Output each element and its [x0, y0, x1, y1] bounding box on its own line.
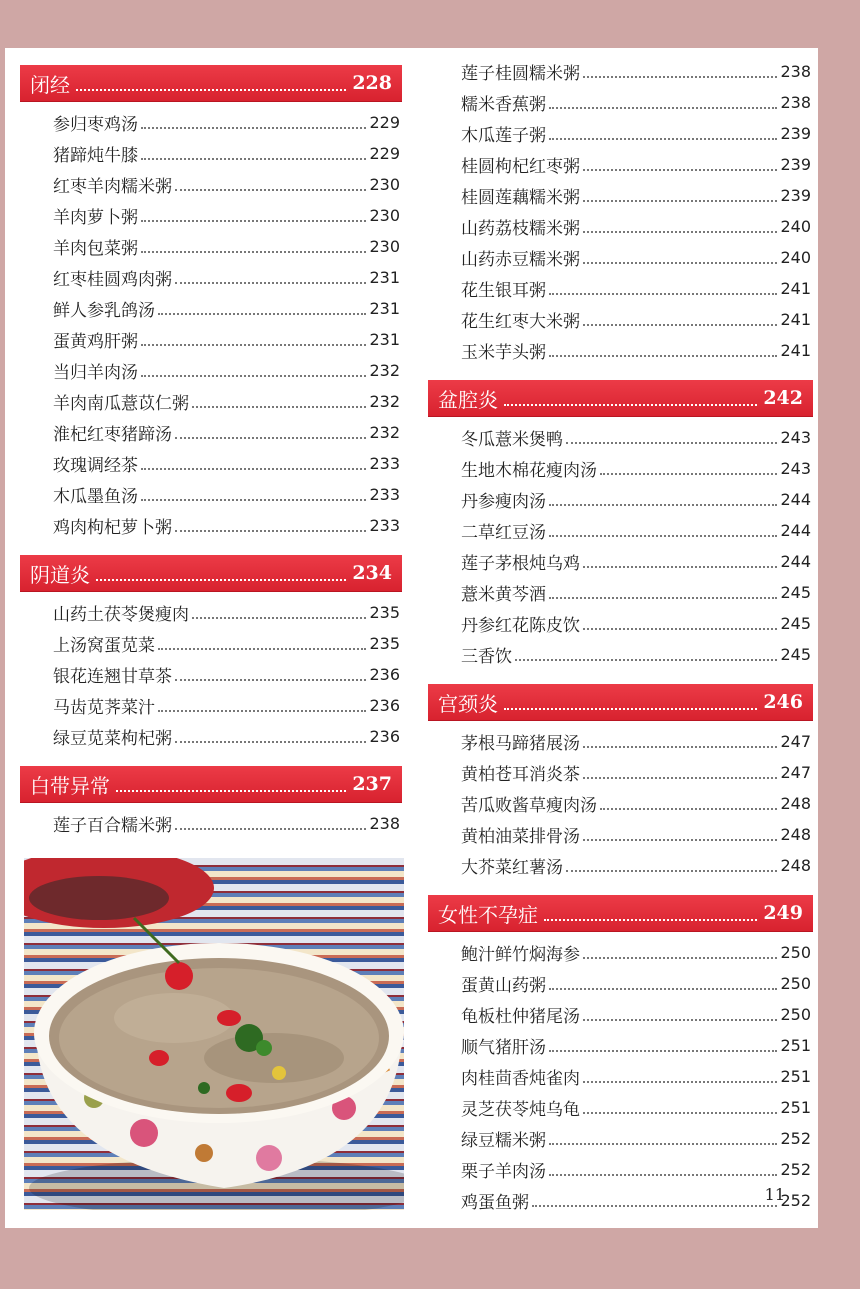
- toc-entry[interactable]: [20, 200, 402, 231]
- toc-entry[interactable]: [428, 453, 813, 484]
- dot-leader: [583, 1112, 777, 1114]
- dot-leader: [76, 87, 346, 91]
- entry-title: 丹参瘦肉汤: [461, 492, 546, 512]
- right-column: [428, 56, 813, 1216]
- section-title: 盆腔炎: [438, 387, 498, 412]
- entry-title: 鸡蛋鱼粥: [461, 1193, 529, 1213]
- dot-leader: [549, 535, 777, 537]
- entry-page: 236: [369, 727, 400, 746]
- entry-title: 鲍汁鲜竹焖海参: [461, 945, 580, 965]
- dot-leader: [175, 282, 366, 284]
- entry-page: 235: [369, 603, 400, 622]
- entry-page: 248: [780, 856, 811, 875]
- entry-page: 241: [780, 279, 811, 298]
- entry-title: 生地木棉花瘦肉汤: [461, 461, 597, 481]
- entry-page: 239: [780, 124, 811, 143]
- dot-leader: [504, 706, 757, 710]
- section-header[interactable]: [20, 555, 402, 591]
- dot-leader: [175, 741, 366, 743]
- dot-leader: [532, 1205, 777, 1207]
- entry-page: 230: [369, 206, 400, 225]
- dot-leader: [175, 530, 366, 532]
- entry-title: 玉米芋头粥: [461, 343, 546, 363]
- entry-page: 232: [369, 423, 400, 442]
- toc-entry[interactable]: [428, 1185, 813, 1216]
- entry-title: 肉桂茴香炖雀肉: [461, 1069, 580, 1089]
- dot-leader: [175, 679, 366, 681]
- section-title: 宫颈炎: [438, 691, 498, 716]
- entry-title: 淮杞红枣猪蹄汤: [53, 425, 172, 445]
- entry-page: 232: [369, 361, 400, 380]
- dot-leader: [583, 839, 777, 841]
- entry-title: 参归枣鸡汤: [53, 115, 138, 135]
- section-page: 228: [352, 72, 392, 94]
- entry-title: 山药土茯苓煲瘦肉: [53, 605, 189, 625]
- toc-entry[interactable]: [428, 577, 813, 608]
- entry-page: 248: [780, 825, 811, 844]
- entry-title: 绿豆苋菜枸杞粥: [53, 729, 172, 749]
- dot-leader: [175, 828, 366, 830]
- entry-title: 木瓜莲子粥: [461, 126, 546, 146]
- dot-leader: [96, 577, 346, 581]
- entry-title: 山药荔枝糯米粥: [461, 219, 580, 239]
- entry-page: 233: [369, 516, 400, 535]
- entry-title: 冬瓜薏米煲鸭: [461, 430, 563, 450]
- toc-entry[interactable]: [20, 262, 402, 293]
- toc-entry[interactable]: [428, 788, 813, 819]
- entry-page: 236: [369, 665, 400, 684]
- section-title: 白带异常: [30, 773, 110, 798]
- dot-leader: [549, 1174, 777, 1176]
- toc-entry[interactable]: [428, 639, 813, 670]
- dot-leader: [544, 917, 757, 921]
- entry-title: 灵芝茯苓炖乌龟: [461, 1100, 580, 1120]
- entry-title: 三香饮: [461, 647, 512, 667]
- toc-entry[interactable]: [428, 1154, 813, 1185]
- dot-leader: [566, 870, 777, 872]
- section-header[interactable]: [20, 766, 402, 802]
- toc-entry[interactable]: [428, 484, 813, 515]
- dot-leader: [158, 313, 366, 315]
- section-page: 237: [352, 773, 392, 795]
- entry-page: 248: [780, 794, 811, 813]
- entry-page: 244: [780, 521, 811, 540]
- section-page: 249: [763, 902, 803, 924]
- section-title: 阴道炎: [30, 562, 90, 587]
- dot-leader: [192, 406, 366, 408]
- toc-entry[interactable]: [428, 87, 813, 118]
- entry-page: 250: [780, 974, 811, 993]
- entry-title: 莲子茅根炖乌鸡: [461, 554, 580, 574]
- entry-title: 龟板杜仲猪尾汤: [461, 1007, 580, 1027]
- section-title: 闭经: [30, 72, 70, 97]
- toc-entry[interactable]: [428, 422, 813, 453]
- entry-title: 莲子百合糯米粥: [53, 816, 172, 836]
- entry-title: 蛋黄鸡肝粥: [53, 332, 138, 352]
- dot-leader: [583, 324, 777, 326]
- toc-entry[interactable]: [428, 1123, 813, 1154]
- entry-page: 230: [369, 175, 400, 194]
- entry-page: 233: [369, 454, 400, 473]
- entry-title: 丹参红花陈皮饮: [461, 616, 580, 636]
- dot-leader: [583, 262, 777, 264]
- section-header[interactable]: [428, 380, 813, 416]
- dot-leader: [600, 808, 777, 810]
- entry-page: 243: [780, 428, 811, 447]
- dot-leader: [549, 988, 777, 990]
- toc-entry[interactable]: [428, 304, 813, 335]
- section-title: 女性不孕症: [438, 902, 538, 927]
- toc-entry[interactable]: [20, 138, 402, 169]
- entry-title: 桂圆莲藕糯米粥: [461, 188, 580, 208]
- book-page: [5, 48, 818, 1228]
- entry-title: 山药赤豆糯米粥: [461, 250, 580, 270]
- entry-page: 240: [780, 248, 811, 267]
- dot-leader: [549, 107, 777, 109]
- toc-entry[interactable]: [428, 1061, 813, 1092]
- entry-title: 木瓜墨鱼汤: [53, 487, 138, 507]
- entry-page: 238: [369, 814, 400, 833]
- entry-page: 245: [780, 645, 811, 664]
- entry-page: 252: [780, 1160, 811, 1179]
- entry-title: 猪蹄炖牛膝: [53, 146, 138, 166]
- entry-title: 二草红豆汤: [461, 523, 546, 543]
- dot-leader: [141, 251, 366, 253]
- page-number: 11: [764, 1185, 785, 1204]
- entry-page: 239: [780, 186, 811, 205]
- dot-leader: [158, 648, 366, 650]
- entry-title: 玫瑰调经茶: [53, 456, 138, 476]
- entry-page: 232: [369, 392, 400, 411]
- entry-page: 229: [369, 144, 400, 163]
- toc-entry[interactable]: [20, 324, 402, 355]
- toc-entry[interactable]: [428, 118, 813, 149]
- entry-title: 薏米黄芩酒: [461, 585, 546, 605]
- entry-page: 247: [780, 763, 811, 782]
- entry-page: 247: [780, 732, 811, 751]
- dot-leader: [504, 402, 757, 406]
- dot-leader: [175, 437, 366, 439]
- toc-entry[interactable]: [20, 721, 402, 752]
- dot-leader: [141, 158, 366, 160]
- entry-title: 绿豆糯米粥: [461, 1131, 546, 1151]
- dot-leader: [583, 777, 777, 779]
- entry-title: 当归羊肉汤: [53, 363, 138, 383]
- dot-leader: [583, 231, 777, 233]
- dot-leader: [549, 1050, 777, 1052]
- entry-title: 莲子桂圆糯米粥: [461, 64, 580, 84]
- toc-entry[interactable]: [428, 757, 813, 788]
- entry-title: 红枣羊肉糯米粥: [53, 177, 172, 197]
- section-page: 246: [763, 691, 803, 713]
- entry-page: 245: [780, 583, 811, 602]
- dot-leader: [192, 617, 366, 619]
- toc-entry[interactable]: [428, 56, 813, 87]
- entry-page: 238: [780, 62, 811, 81]
- dot-leader: [158, 710, 366, 712]
- section-header[interactable]: [428, 895, 813, 931]
- toc-entry[interactable]: [20, 510, 402, 541]
- toc-entry[interactable]: [428, 1092, 813, 1123]
- left-column: [20, 65, 402, 839]
- toc-entry[interactable]: [428, 937, 813, 968]
- porridge-bowl-illustration: [24, 858, 404, 1210]
- dot-leader: [141, 499, 366, 501]
- toc-entry[interactable]: [20, 479, 402, 510]
- entry-title: 花生红枣大米粥: [461, 312, 580, 332]
- dot-leader: [583, 1081, 777, 1083]
- toc-entry[interactable]: [20, 808, 402, 839]
- dot-leader: [583, 566, 777, 568]
- section-header[interactable]: [20, 65, 402, 101]
- toc-entry[interactable]: [428, 726, 813, 757]
- dot-leader: [583, 957, 777, 959]
- entry-page: 251: [780, 1098, 811, 1117]
- entry-page: 251: [780, 1036, 811, 1055]
- section-header[interactable]: [428, 684, 813, 720]
- dot-leader: [141, 344, 366, 346]
- dot-leader: [141, 220, 366, 222]
- dot-leader: [549, 138, 777, 140]
- dot-leader: [583, 169, 777, 171]
- toc-entry[interactable]: [428, 335, 813, 366]
- entry-title: 上汤窝蛋苋菜: [53, 636, 155, 656]
- entry-page: 231: [369, 299, 400, 318]
- toc-entry[interactable]: [20, 293, 402, 324]
- toc-entry[interactable]: [20, 448, 402, 479]
- toc-entry[interactable]: [20, 231, 402, 262]
- entry-page: 230: [369, 237, 400, 256]
- entry-page: 251: [780, 1067, 811, 1086]
- entry-title: 栗子羊肉汤: [461, 1162, 546, 1182]
- entry-title: 鲜人参乳鸽汤: [53, 301, 155, 321]
- toc-entry[interactable]: [428, 515, 813, 546]
- dot-leader: [583, 76, 777, 78]
- dot-leader: [566, 442, 777, 444]
- dot-leader: [549, 597, 777, 599]
- entry-page: 241: [780, 341, 811, 360]
- entry-page: 240: [780, 217, 811, 236]
- entry-page: 244: [780, 552, 811, 571]
- dot-leader: [600, 473, 777, 475]
- entry-title: 羊肉萝卜粥: [53, 208, 138, 228]
- dot-leader: [583, 746, 777, 748]
- section-page: 242: [763, 387, 803, 409]
- entry-title: 黄柏油菜排骨汤: [461, 827, 580, 847]
- dot-leader: [583, 200, 777, 202]
- entry-title: 桂圆枸杞红枣粥: [461, 157, 580, 177]
- entry-page: 241: [780, 310, 811, 329]
- toc-entry[interactable]: [428, 968, 813, 999]
- toc-entry[interactable]: [20, 597, 402, 628]
- section-page: 234: [352, 562, 392, 584]
- toc-entry[interactable]: [20, 628, 402, 659]
- entry-page: 244: [780, 490, 811, 509]
- entry-page: 252: [780, 1129, 811, 1148]
- toc-entry[interactable]: [20, 659, 402, 690]
- toc-entry[interactable]: [428, 819, 813, 850]
- entry-page: 245: [780, 614, 811, 633]
- entry-title: 茅根马蹄猪展汤: [461, 734, 580, 754]
- entry-title: 苦瓜败酱草瘦肉汤: [461, 796, 597, 816]
- toc-entry[interactable]: [428, 273, 813, 304]
- entry-title: 银花连翘甘草茶: [53, 667, 172, 687]
- toc-entry[interactable]: [428, 211, 813, 242]
- entry-page: 250: [780, 943, 811, 962]
- dot-leader: [175, 189, 366, 191]
- toc-entry[interactable]: [428, 850, 813, 881]
- dot-leader: [141, 468, 366, 470]
- toc-entry[interactable]: [428, 180, 813, 211]
- dot-leader: [515, 659, 777, 661]
- entry-title: 大芥菜红薯汤: [461, 858, 563, 878]
- entry-title: 蛋黄山药粥: [461, 976, 546, 996]
- entry-title: 鸡肉枸杞萝卜粥: [53, 518, 172, 538]
- entry-page: 229: [369, 113, 400, 132]
- entry-page: 231: [369, 330, 400, 349]
- entry-page: 238: [780, 93, 811, 112]
- dot-leader: [116, 788, 346, 792]
- entry-page: 239: [780, 155, 811, 174]
- porridge-photo: [24, 858, 404, 1210]
- entry-title: 花生银耳粥: [461, 281, 546, 301]
- toc-entry[interactable]: [20, 107, 402, 138]
- entry-title: 马齿苋荠菜汁: [53, 698, 155, 718]
- dot-leader: [583, 1019, 777, 1021]
- entry-title: 黄柏苍耳消炎茶: [461, 765, 580, 785]
- entry-page: 235: [369, 634, 400, 653]
- entry-title: 红枣桂圆鸡肉粥: [53, 270, 172, 290]
- toc-entry[interactable]: [428, 1030, 813, 1061]
- toc-entry[interactable]: [20, 169, 402, 200]
- toc-entry[interactable]: [428, 999, 813, 1030]
- entry-title: 顺气猪肝汤: [461, 1038, 546, 1058]
- entry-page: 236: [369, 696, 400, 715]
- toc-entry[interactable]: [428, 149, 813, 180]
- dot-leader: [141, 375, 366, 377]
- dot-leader: [549, 504, 777, 506]
- toc-entry[interactable]: [20, 417, 402, 448]
- dot-leader: [549, 1143, 777, 1145]
- entry-title: 糯米香蕉粥: [461, 95, 546, 115]
- entry-title: 羊肉南瓜薏苡仁粥: [53, 394, 189, 414]
- dot-leader: [141, 127, 366, 129]
- entry-page: 243: [780, 459, 811, 478]
- entry-page: 252: [780, 1191, 811, 1210]
- dot-leader: [549, 355, 777, 357]
- toc-entry[interactable]: [20, 386, 402, 417]
- entry-title: 羊肉包菜粥: [53, 239, 138, 259]
- toc-entry[interactable]: [20, 355, 402, 386]
- toc-entry[interactable]: [20, 690, 402, 721]
- dot-leader: [549, 293, 777, 295]
- entry-page: 233: [369, 485, 400, 504]
- toc-entry[interactable]: [428, 546, 813, 577]
- dot-leader: [583, 628, 777, 630]
- entry-page: 250: [780, 1005, 811, 1024]
- entry-page: 231: [369, 268, 400, 287]
- toc-entry[interactable]: [428, 242, 813, 273]
- toc-entry[interactable]: [428, 608, 813, 639]
